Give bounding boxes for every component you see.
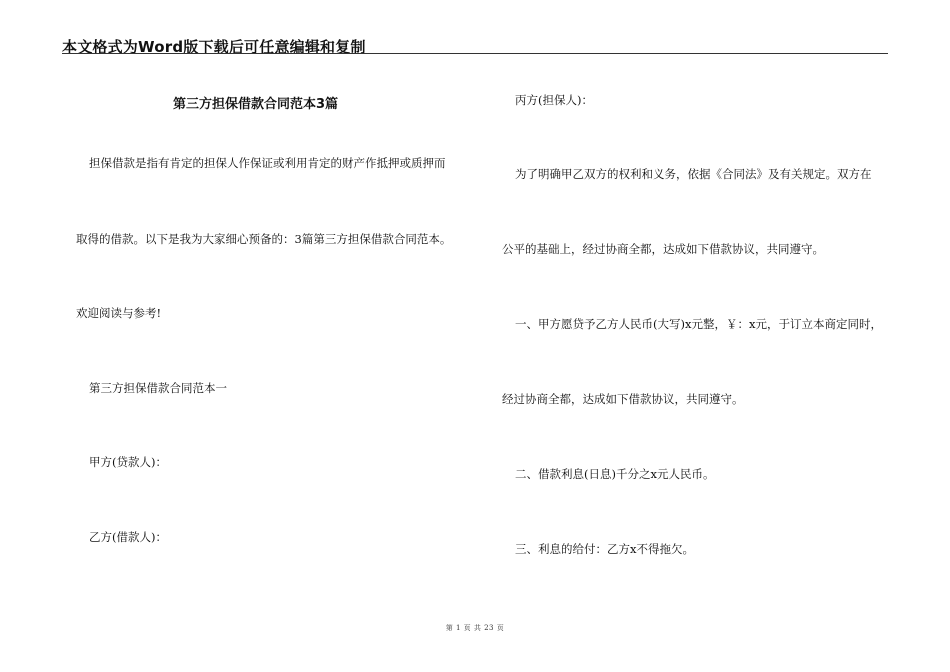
clause-3-line: 三、利息的给付：乙方x不得拖欠。 xyxy=(515,542,694,556)
clause-2-line: 二、借款利息(日息)千分之x元人民币。 xyxy=(515,467,715,481)
party-c-line: 丙方(担保人)： xyxy=(515,93,593,107)
page-number: 第 1 页 共 23 页 xyxy=(445,624,505,632)
left-paragraph-1: 担保借款是指有肯定的担保人作保证或利用肯定的财产作抵押或质押而 xyxy=(89,156,446,170)
header-banner: 本文格式为Word版下载后可任意编辑和复制 xyxy=(62,38,366,56)
party-a-line: 甲方(贷款人)： xyxy=(89,455,167,469)
document-title: 第三方担保借款合同范本3篇 xyxy=(173,97,339,112)
clause-1-line: 一、甲方愿贷予乙方人民币(大写)x元整，￥：x元，于订立本商定同时， xyxy=(515,317,882,331)
clause-1-continuation: 经过协商全都，达成如下借款协议，共同遵守。 xyxy=(502,392,744,406)
left-paragraph-2: 取得的借款。以下是我为大家细心预备的：3篇第三方担保借款合同范本。 xyxy=(76,232,452,246)
section-heading: 第三方担保借款合同范本一 xyxy=(89,381,227,395)
header-divider xyxy=(62,53,888,54)
right-paragraph-2: 公平的基础上，经过协商全都，达成如下借款协议，共同遵守。 xyxy=(502,242,824,256)
right-paragraph-1: 为了明确甲乙双方的权利和义务，依据《合同法》及有关规定。双方在 xyxy=(515,167,872,181)
party-b-line: 乙方(借款人)： xyxy=(89,530,167,544)
left-paragraph-3: 欢迎阅读与参考! xyxy=(76,306,162,320)
